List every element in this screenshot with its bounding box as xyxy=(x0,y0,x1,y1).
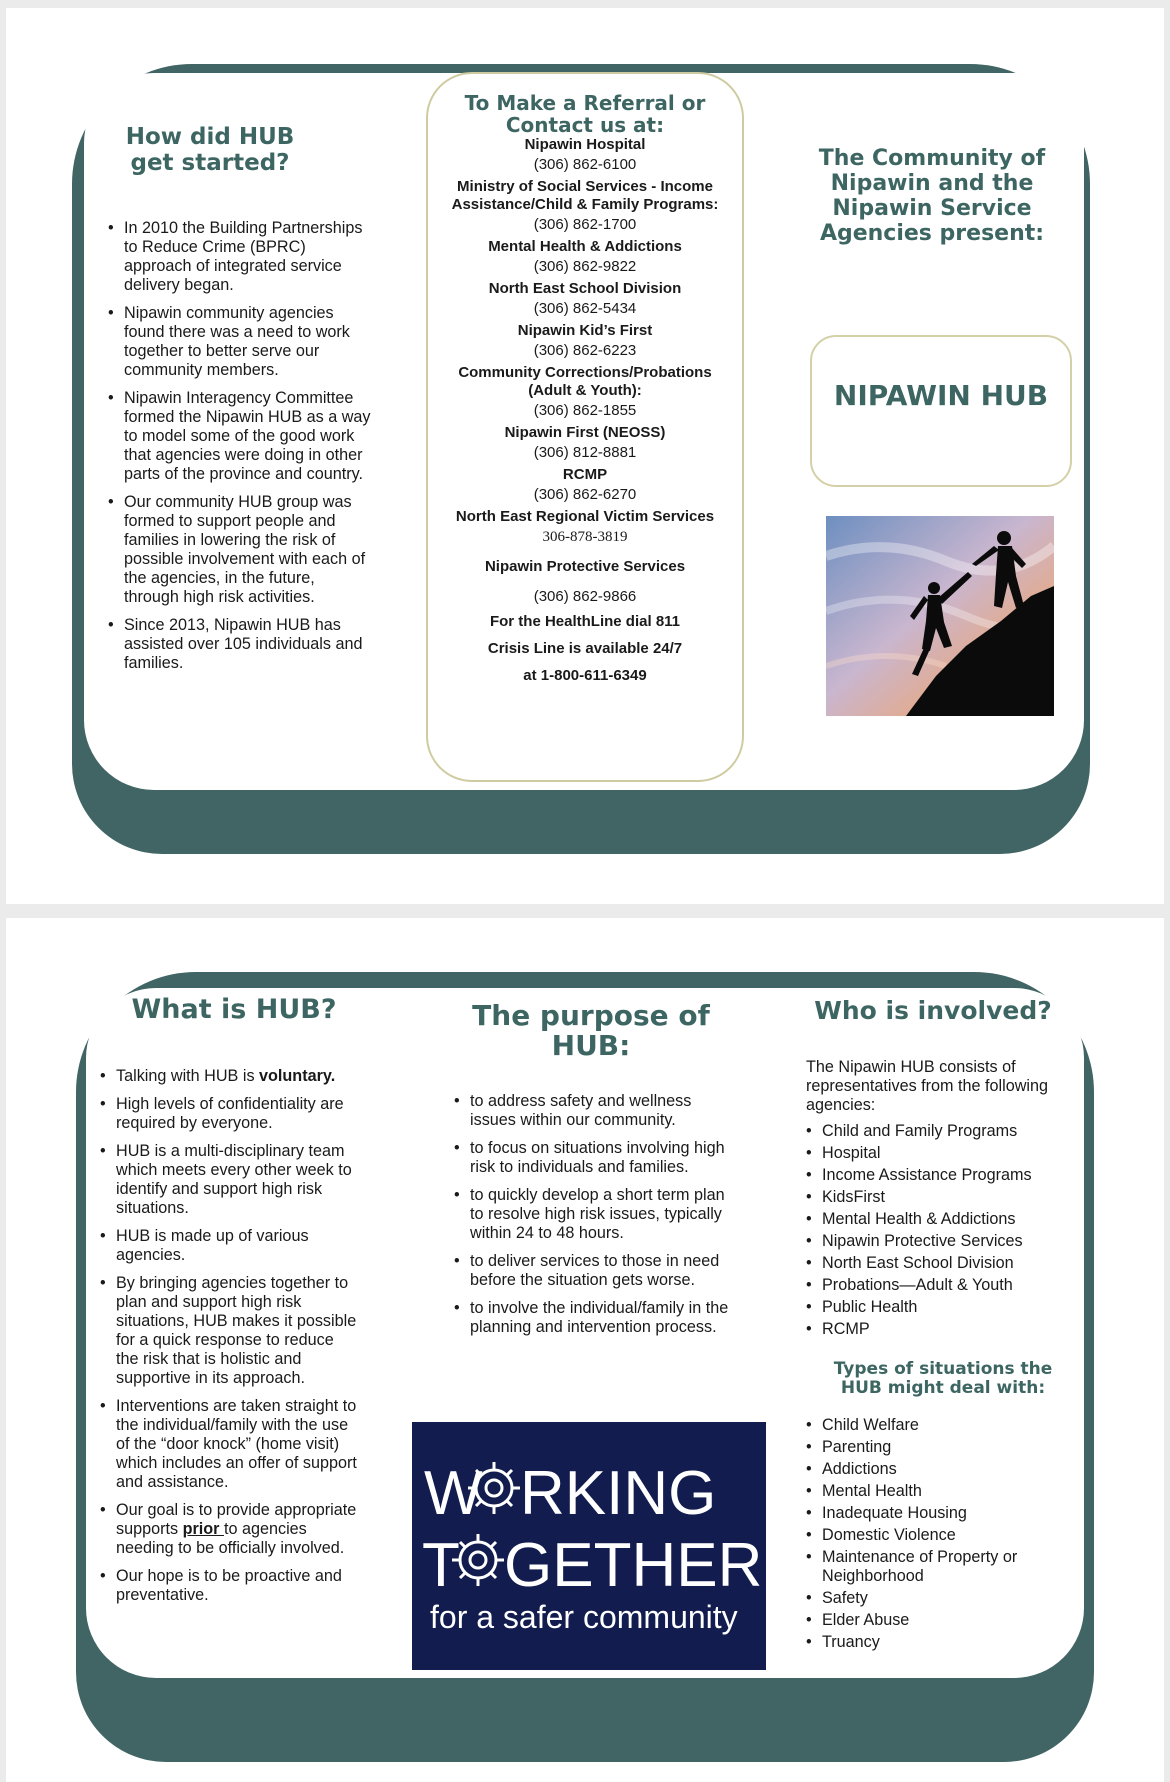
list-item: • In 2010 the Building Partnerships to Reduce Crime (BPRC) approach of integrated service delivery began. xyxy=(108,219,373,295)
working-together-tagline: for a safer community xyxy=(430,1599,738,1635)
list-item: • Nipawin Interagency Committee formed the Nipawin HUB as a way to model some of the good work that agencies were doing in other parts of the province and country. xyxy=(108,389,373,484)
list-item: • Domestic Violence xyxy=(806,1526,1078,1545)
contact-phone: (306) 862-1700 xyxy=(533,216,637,233)
what-is-hub-title: What is HUB? xyxy=(131,994,337,1025)
hub-title: NIPAWIN HUB xyxy=(833,379,1049,412)
working-together-banner xyxy=(412,1422,766,1670)
climbers-helping-hand-image xyxy=(826,516,1054,716)
what-is-hub-list xyxy=(100,1067,360,1614)
working-w: W xyxy=(424,1459,483,1528)
list-item: • Income Assistance Programs xyxy=(806,1166,1078,1185)
who-intro-text: The Nipawin HUB consists of representatives from the following agencies: xyxy=(806,1058,1049,1114)
list-item: • High levels of confidentiality are required by everyone. xyxy=(100,1095,360,1133)
list-item: • Our hope is to be proactive and preventative. xyxy=(100,1567,360,1605)
situation-types-list xyxy=(806,1416,1078,1655)
contact-phone: (306) 862-5434 xyxy=(533,300,637,317)
list-item: • Elder Abuse xyxy=(806,1611,1078,1630)
list-item: • North East School Division xyxy=(806,1254,1078,1273)
contact-phone: (306) 862-6100 xyxy=(533,156,637,173)
purpose-title: The purpose of HUB: xyxy=(472,999,710,1062)
contact-phone: (306) 812-8881 xyxy=(533,444,637,461)
contact-name: North East School Division xyxy=(488,280,682,297)
healthline-text: For the HealthLine dial 811 xyxy=(489,613,681,630)
list-item: • Child Welfare xyxy=(806,1416,1078,1435)
contact-name: Nipawin Kid’s First xyxy=(517,322,653,339)
contact-name: Community Corrections/Probations (Adult & Youth): xyxy=(458,364,712,399)
together-rest: GETHER xyxy=(504,1531,763,1600)
who-involved-title: Who is involved? xyxy=(814,996,1052,1025)
list-item: • Public Health xyxy=(806,1298,1078,1317)
list-item: • to involve the individual/family in the planning and intervention process. xyxy=(454,1299,732,1337)
list-item: • Addictions xyxy=(806,1460,1078,1479)
list-item: • Since 2013, Nipawin HUB has assisted over 105 individuals and families. xyxy=(108,616,373,673)
crisis-line-text: Crisis Line is available 24/7 xyxy=(487,640,683,657)
contact-name: North East Regional Victim Services xyxy=(455,508,715,525)
list-item: • Safety xyxy=(806,1589,1078,1608)
contact-name: Nipawin Protective Services xyxy=(484,558,686,575)
list-item: • Probations—Adult & Youth xyxy=(806,1276,1078,1295)
list-item: • Mental Health & Addictions xyxy=(806,1210,1078,1229)
prior-emphasis: prior xyxy=(182,1520,224,1538)
list-item: • HUB is made up of various agencies. xyxy=(100,1227,360,1265)
working-rest: RKING xyxy=(520,1459,717,1528)
list-item: • to quickly develop a short term plan to resolve high risk issues, typically within 24 to 48 hours. xyxy=(454,1186,732,1243)
contact-name: Ministry of Social Services - Income Assistance/Child & Family Programs: xyxy=(451,178,719,213)
cover-present-text: The Community of Nipawin and the Nipawin Service Agencies present: xyxy=(818,146,1046,246)
list-item: • Our community HUB group was formed to support people and families in lowering the risk of possible involvement with each of the agencies, in the future, through high risk activities. xyxy=(108,493,373,607)
list-item: • to focus on situations involving high risk to individuals and families. xyxy=(454,1139,732,1177)
together-t: T xyxy=(422,1531,460,1600)
contact-phone: (306) 862-9866 xyxy=(533,588,637,605)
contact-phone: (306) 862-1855 xyxy=(533,402,637,419)
agency-list xyxy=(806,1122,1078,1342)
contact-name: Nipawin Hospital xyxy=(524,136,646,153)
list-item-text: Talking with HUB is xyxy=(116,1067,260,1085)
list-item: • Truancy xyxy=(806,1633,1078,1652)
list-item: • Maintenance of Property or Neighborhood xyxy=(806,1548,1078,1586)
list-item: • Parenting xyxy=(806,1438,1078,1457)
list-item: • Nipawin Protective Services xyxy=(806,1232,1078,1251)
list-item: • Interventions are taken straight to the individual/family with the use of the “door knock” (home visit) which includes an offer of support and assistance. xyxy=(100,1397,360,1492)
hub-started-list xyxy=(108,219,373,682)
voluntary-emphasis: voluntary. xyxy=(259,1067,336,1085)
purpose-list xyxy=(454,1092,732,1346)
contact-phone: (306) 862-9822 xyxy=(533,258,637,275)
list-item: • RCMP xyxy=(806,1320,1078,1339)
contact-phone: (306) 862-6223 xyxy=(533,342,637,359)
situation-types-title: Types of situations the HUB might deal with: xyxy=(833,1359,1053,1398)
contact-phone: 306-878-3819 xyxy=(542,529,628,545)
contact-phone: (306) 862-6270 xyxy=(533,486,637,503)
list-item-text: to agencies needing to be officially involved. xyxy=(116,1520,345,1557)
list-item: • By bringing agencies together to plan and support high risk situations, HUB makes it possible for a quick response to reduce the risk that is holistic and supportive in its approach. xyxy=(100,1274,360,1388)
contact-name: RCMP xyxy=(562,466,608,483)
list-item: • to address safety and wellness issues within our community. xyxy=(454,1092,732,1130)
list-item-text: Our goal is to provide appropriate supports xyxy=(116,1501,357,1538)
contact-name: Mental Health & Addictions xyxy=(488,238,682,255)
list-item: • HUB is a multi-disciplinary team which meets every other week to identify and support high risk situations. xyxy=(100,1142,360,1218)
list-item: • KidsFirst xyxy=(806,1188,1078,1207)
crisis-line-number: at 1-800-611-6349 xyxy=(523,667,647,684)
list-item xyxy=(100,1067,360,1086)
list-item: • Hospital xyxy=(806,1144,1078,1163)
list-item: • to deliver services to those in need before the situation gets worse. xyxy=(454,1252,732,1290)
contact-name: Nipawin First (NEOSS) xyxy=(504,424,666,441)
list-item: • Child and Family Programs xyxy=(806,1122,1078,1141)
contact-list xyxy=(438,136,732,689)
contact-title: To Make a Referral or Contact us at: xyxy=(464,91,706,137)
hub-started-title: How did HUB get started? xyxy=(125,124,295,176)
list-item: • Mental Health xyxy=(806,1482,1078,1501)
list-item xyxy=(100,1501,360,1558)
list-item: • Inadequate Housing xyxy=(806,1504,1078,1523)
list-item: • Nipawin community agencies found there was a need to work together to better serve our community members. xyxy=(108,304,373,380)
